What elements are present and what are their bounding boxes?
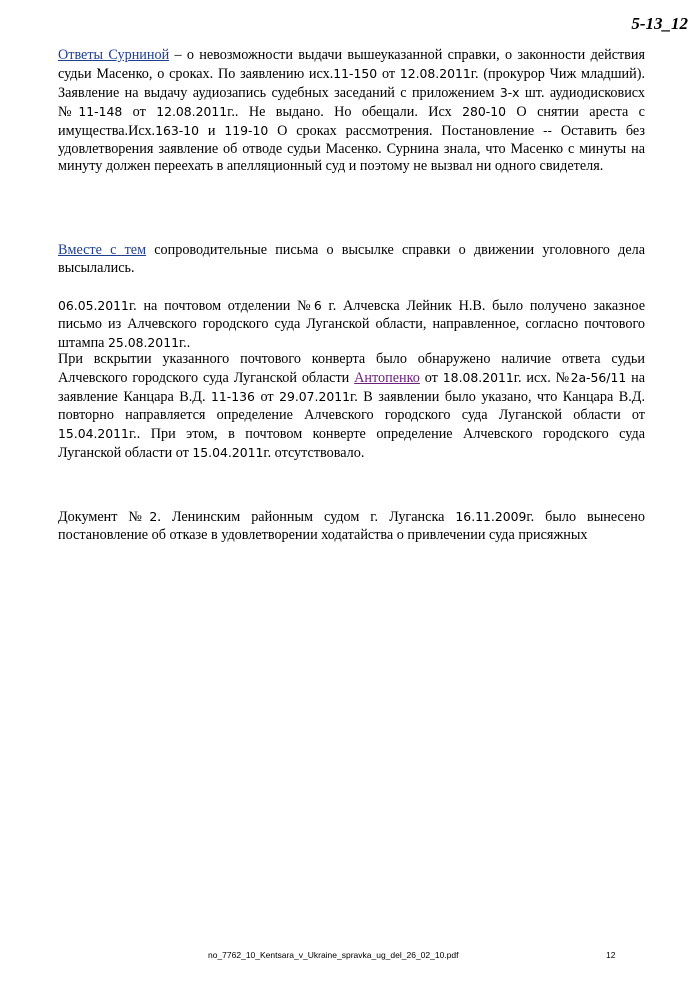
paragraph-envelope-opening: При вскрытии указанного почтового конверта было обнаружено наличие ответа судьи Алчевского городского суда Луганской области Антопенко от 18.08.2011г. исх. №2а-56/11 на заявление Канцара В.Д. 11-136 от 29.07.2011г. В заявлении было указано, что Канцара В.Д. повторно направляется определение Алчевского городского суда Луганской области от 15.04.2011г.. При этом, в почтовом конверте определение Алчевского городского суда Луганской области от 15.04.2011г. отсутствовало. [58,351,646,461]
footer-page-number: 12 [606,950,616,960]
paragraph-cover-letters: Вместе с тем сопроводительные письма о высылке справки о движении уголовного дела высылались. [58,242,645,276]
paragraph-registered-letter: 06.05.2011г. на почтовом отделении №6 г. Алчевска Лейник Н.В. было получено заказное письмо из Алчевского городского суда Луганской области, направленное, согласно почтового штампа 25.08.2011г.. [58,298,645,351]
link-surnina-answers[interactable]: Ответы Сурниной [58,47,170,63]
paragraph-document-2: Документ №2. Ленинским районным судом г. Луганска 16.11.2009г. было вынесено постановление об отказе в удовлетворении ходатайства о привлечении суда присяжных [58,509,645,543]
paragraph-surnina-answers: Ответы Сурниной – о невозможности выдачи вышеуказанной справки, о законности действия судьи Масенко, о сроках. По заявлению исх.11-150 от 12.08.2011г. (прокурор Чиж младший). Заявление на выдачу аудиозапись судебных заседаний с приложением 3-х шт. аудиодисковисх №11-148 от 12.08.2011г.. Не выдано. Но обещали. Исх 280-10 О снятии ареста с имущества.Исх.163-10 и 119-10 О сроках рассмотрения. Постановление -- Оставить без удовлетворения заявление об отводе судьи Масенко. Сурнина знала, что Масенко с минуты на минуту должен переехать в апелляционный суд и поэтому не вызвал ни одного свидетеля. [58,47,646,175]
link-antopenko[interactable]: Антопенко [354,369,420,386]
page-identifier: 5-13_12 [631,14,688,33]
footer-filename: no_7762_10_Kentsara_v_Ukraine_spravka_ug_del_26_02_10.pdf [208,950,459,960]
link-vmeste-s-tem[interactable]: Вместе с тем [58,242,147,258]
